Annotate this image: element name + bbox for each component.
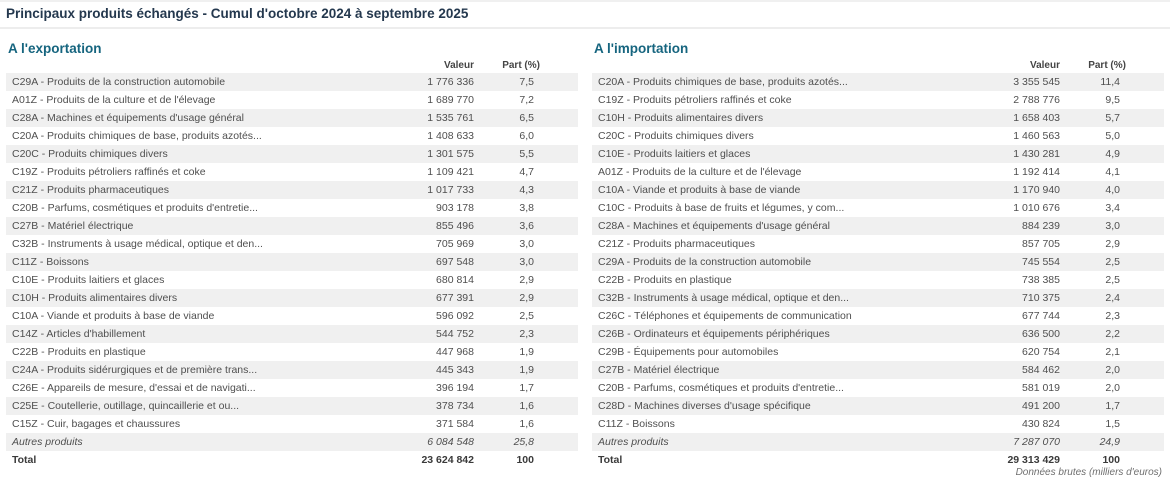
cell-share: 2,3 xyxy=(1105,310,1120,322)
table-row xyxy=(592,289,1164,307)
cell-value: 544 752 xyxy=(436,328,474,340)
table-row xyxy=(6,199,578,217)
cell-value: 1 109 421 xyxy=(427,166,474,178)
table-row xyxy=(592,217,1164,235)
table-row xyxy=(592,235,1164,253)
cell-value: 738 385 xyxy=(1022,274,1060,286)
cell-label: C20A - Produits chimiques de base, produits azotés... xyxy=(598,76,848,88)
table-row xyxy=(592,181,1164,199)
table-row xyxy=(6,217,578,235)
cell-value: 1 010 676 xyxy=(1013,202,1060,214)
cell-value: 677 391 xyxy=(436,292,474,304)
cell-share: 11,4 xyxy=(1100,76,1120,88)
cell-value: 705 969 xyxy=(436,238,474,250)
table-row xyxy=(6,397,578,415)
table-row xyxy=(6,91,578,109)
cell-share: 9,5 xyxy=(1105,94,1120,106)
cell-value: 7 287 070 xyxy=(1013,436,1060,448)
cell-label: C29A - Produits de la construction automobile xyxy=(598,256,812,268)
table-row xyxy=(6,379,578,397)
cell-label: C20B - Parfums, cosmétiques et produits d'entretie... xyxy=(598,382,844,394)
exports-table-header xyxy=(6,57,578,73)
header-share-column: Part (%) xyxy=(1088,60,1126,71)
cell-value: 371 584 xyxy=(436,418,474,430)
cell-label: C10H - Produits alimentaires divers xyxy=(12,292,178,304)
imports-table-header xyxy=(592,57,1164,73)
cell-value: 855 496 xyxy=(436,220,474,232)
table-row xyxy=(6,361,578,379)
cell-value: 1 460 563 xyxy=(1013,130,1060,142)
cell-share: 5,0 xyxy=(1105,130,1120,142)
header-value-column: Valeur xyxy=(443,60,474,71)
header-value-column: Valeur xyxy=(1029,60,1060,71)
table-body xyxy=(592,73,1164,469)
cell-share: 3,6 xyxy=(519,220,534,232)
cell-share: 1,5 xyxy=(1105,418,1120,430)
cell-label: A01Z - Produits de la culture et de l'élevage xyxy=(598,166,802,178)
cell-value: 445 343 xyxy=(436,364,474,376)
cell-label: Autres produits xyxy=(12,436,83,448)
cell-share: 25,8 xyxy=(513,436,534,448)
cell-share: 2,5 xyxy=(1105,256,1120,268)
cell-value: 1 535 761 xyxy=(427,112,474,124)
cell-value: 1 658 403 xyxy=(1013,112,1060,124)
table-row xyxy=(6,433,578,451)
table-row xyxy=(592,325,1164,343)
cell-share: 2,1 xyxy=(1105,346,1120,358)
table-row xyxy=(6,343,578,361)
cell-value: 1 192 414 xyxy=(1013,166,1060,178)
cell-value: 491 200 xyxy=(1022,400,1060,412)
cell-label: C27B - Matériel électrique xyxy=(598,364,720,376)
cell-label: A01Z - Produits de la culture et de l'élevage xyxy=(12,94,216,106)
table-row xyxy=(6,163,578,181)
cell-label: C20B - Parfums, cosmétiques et produits d'entretie... xyxy=(12,202,258,214)
table-row xyxy=(6,325,578,343)
cell-share: 4,1 xyxy=(1105,166,1120,178)
cell-value: 1 017 733 xyxy=(427,184,474,196)
table-row xyxy=(6,235,578,253)
cell-value: 903 178 xyxy=(436,202,474,214)
table-row xyxy=(6,289,578,307)
cell-share: 1,9 xyxy=(519,346,534,358)
table-row xyxy=(6,127,578,145)
table-row xyxy=(6,271,578,289)
cell-value: 745 554 xyxy=(1022,256,1060,268)
table-row xyxy=(592,433,1164,451)
cell-share: 100 xyxy=(516,454,534,466)
cell-label: C10H - Produits alimentaires divers xyxy=(598,112,764,124)
cell-share: 2,9 xyxy=(519,274,534,286)
table-row xyxy=(592,379,1164,397)
cell-label: C19Z - Produits pétroliers raffinés et coke xyxy=(12,166,206,178)
cell-value: 396 194 xyxy=(436,382,474,394)
cell-label: C28D - Machines diverses d'usage spécifique xyxy=(598,400,811,412)
cell-value: 857 705 xyxy=(1022,238,1060,250)
table-row xyxy=(592,91,1164,109)
cell-label: C28A - Machines et équipements d'usage général xyxy=(598,220,830,232)
table-row xyxy=(592,73,1164,91)
cell-share: 2,3 xyxy=(519,328,534,340)
cell-share: 1,7 xyxy=(1105,400,1120,412)
cell-label: C26E - Appareils de mesure, d'essai et de navigati... xyxy=(12,382,256,394)
table-row xyxy=(6,253,578,271)
cell-value: 1 301 575 xyxy=(427,148,474,160)
cell-value: 697 548 xyxy=(436,256,474,268)
cell-value: 677 744 xyxy=(1022,310,1060,322)
cell-value: 680 814 xyxy=(436,274,474,286)
cell-label: C28A - Machines et équipements d'usage général xyxy=(12,112,244,124)
cell-value: 636 500 xyxy=(1022,328,1060,340)
table-row xyxy=(592,397,1164,415)
cell-share: 2,0 xyxy=(1105,382,1120,394)
cell-value: 1 430 281 xyxy=(1013,148,1060,160)
cell-share: 3,0 xyxy=(1105,220,1120,232)
cell-value: 884 239 xyxy=(1022,220,1060,232)
cell-label: C32B - Instruments à usage médical, optique et den... xyxy=(598,292,849,304)
cell-label: C10E - Produits laitiers et glaces xyxy=(598,148,751,160)
cell-label: C10A - Viande et produits à base de viande xyxy=(598,184,801,196)
cell-share: 4,0 xyxy=(1105,184,1120,196)
cell-share: 2,5 xyxy=(1105,274,1120,286)
cell-label: C11Z - Boissons xyxy=(12,256,89,268)
cell-value: 23 624 842 xyxy=(421,454,474,466)
cell-value: 1 170 940 xyxy=(1013,184,1060,196)
exports-section-title: A l'exportation xyxy=(8,41,102,56)
cell-share: 5,7 xyxy=(1105,112,1120,124)
cell-label: C15Z - Cuir, bagages et chaussures xyxy=(12,418,181,430)
cell-value: 29 313 429 xyxy=(1007,454,1060,466)
table-row xyxy=(6,307,578,325)
table-row xyxy=(6,73,578,91)
cell-label: C24A - Produits sidérurgiques et de première trans... xyxy=(12,364,258,376)
cell-value: 6 084 548 xyxy=(427,436,474,448)
data-units-note: Données brutes (milliers d'euros) xyxy=(1015,467,1162,478)
cell-share: 1,6 xyxy=(519,418,534,430)
cell-value: 430 824 xyxy=(1022,418,1060,430)
title-bar xyxy=(0,0,1170,29)
cell-share: 2,4 xyxy=(1105,292,1120,304)
cell-share: 100 xyxy=(1102,454,1120,466)
table-row xyxy=(6,109,578,127)
cell-label: C25E - Coutellerie, outillage, quincaillerie et ou... xyxy=(12,400,240,412)
cell-share: 3,0 xyxy=(519,256,534,268)
table-row xyxy=(592,109,1164,127)
exports-panel xyxy=(6,29,578,469)
cell-share: 2,9 xyxy=(519,292,534,304)
header-share-column: Part (%) xyxy=(502,60,540,71)
cell-share: 1,9 xyxy=(519,364,534,376)
cell-share: 3,0 xyxy=(519,238,534,250)
cell-label: Autres produits xyxy=(598,436,669,448)
cell-label: C20A - Produits chimiques de base, produits azotés... xyxy=(12,130,262,142)
table-row xyxy=(592,199,1164,217)
cell-value: 378 734 xyxy=(436,400,474,412)
cell-share: 1,7 xyxy=(519,382,534,394)
cell-share: 1,6 xyxy=(519,400,534,412)
cell-label: C22B - Produits en plastique xyxy=(598,274,732,286)
cell-share: 2,2 xyxy=(1105,328,1120,340)
imports-panel xyxy=(592,29,1164,469)
cell-value: 596 092 xyxy=(436,310,474,322)
cell-label: C21Z - Produits pharmaceutiques xyxy=(598,238,755,250)
cell-value: 3 355 545 xyxy=(1013,76,1060,88)
cell-label: C20C - Produits chimiques divers xyxy=(598,130,754,142)
cell-share: 2,0 xyxy=(1105,364,1120,376)
table-row xyxy=(592,307,1164,325)
cell-label: C10C - Produits à base de fruits et légumes, y com... xyxy=(598,202,845,214)
cell-label: C10E - Produits laitiers et glaces xyxy=(12,274,165,286)
cell-value: 1 776 336 xyxy=(427,76,474,88)
cell-share: 4,9 xyxy=(1105,148,1120,160)
cell-label: C11Z - Boissons xyxy=(598,418,675,430)
tables-container xyxy=(0,29,1170,469)
cell-value: 584 462 xyxy=(1022,364,1060,376)
table-row xyxy=(592,163,1164,181)
cell-label: C26C - Téléphones et équipements de communication xyxy=(598,310,852,322)
cell-label: Total xyxy=(12,454,37,466)
cell-value: 1 408 633 xyxy=(427,130,474,142)
cell-share: 2,5 xyxy=(519,310,534,322)
cell-share: 6,5 xyxy=(519,112,534,124)
cell-label: Total xyxy=(598,454,623,466)
cell-share: 7,5 xyxy=(519,76,534,88)
table-row xyxy=(6,451,578,469)
table-row xyxy=(592,127,1164,145)
cell-share: 4,3 xyxy=(519,184,534,196)
table-row xyxy=(6,415,578,433)
table-row xyxy=(592,253,1164,271)
cell-value: 581 019 xyxy=(1022,382,1060,394)
cell-label: C10A - Viande et produits à base de viande xyxy=(12,310,215,322)
cell-label: C21Z - Produits pharmaceutiques xyxy=(12,184,169,196)
cell-label: C20C - Produits chimiques divers xyxy=(12,148,168,160)
cell-share: 5,5 xyxy=(519,148,534,160)
cell-label: C29B - Équipements pour automobiles xyxy=(598,346,779,358)
cell-label: C32B - Instruments à usage médical, optique et den... xyxy=(12,238,263,250)
cell-share: 3,8 xyxy=(519,202,534,214)
cell-share: 7,2 xyxy=(519,94,534,106)
table-row xyxy=(592,415,1164,433)
table-row xyxy=(592,271,1164,289)
cell-share: 6,0 xyxy=(519,130,534,142)
cell-label: C19Z - Produits pétroliers raffinés et coke xyxy=(598,94,792,106)
table-row xyxy=(592,361,1164,379)
cell-share: 24,9 xyxy=(1099,436,1120,448)
cell-share: 3,4 xyxy=(1105,202,1120,214)
page-title: Principaux produits échangés - Cumul d'octobre 2024 à septembre 2025 xyxy=(6,6,469,21)
cell-label: C29A - Produits de la construction automobile xyxy=(12,76,226,88)
table-row xyxy=(592,145,1164,163)
cell-label: C22B - Produits en plastique xyxy=(12,346,146,358)
imports-section-title: A l'importation xyxy=(594,41,689,56)
cell-value: 1 689 770 xyxy=(427,94,474,106)
cell-label: C27B - Matériel électrique xyxy=(12,220,134,232)
table-row xyxy=(6,181,578,199)
table-row xyxy=(6,145,578,163)
cell-label: C26B - Ordinateurs et équipements périphériques xyxy=(598,328,830,340)
cell-label: C14Z - Articles d'habillement xyxy=(12,328,146,340)
cell-share: 2,9 xyxy=(1105,238,1120,250)
table-row xyxy=(592,343,1164,361)
table-body xyxy=(6,73,578,469)
cell-value: 2 788 776 xyxy=(1013,94,1060,106)
cell-value: 710 375 xyxy=(1022,292,1060,304)
cell-share: 4,7 xyxy=(519,166,534,178)
cell-value: 447 968 xyxy=(436,346,474,358)
cell-value: 620 754 xyxy=(1022,346,1060,358)
